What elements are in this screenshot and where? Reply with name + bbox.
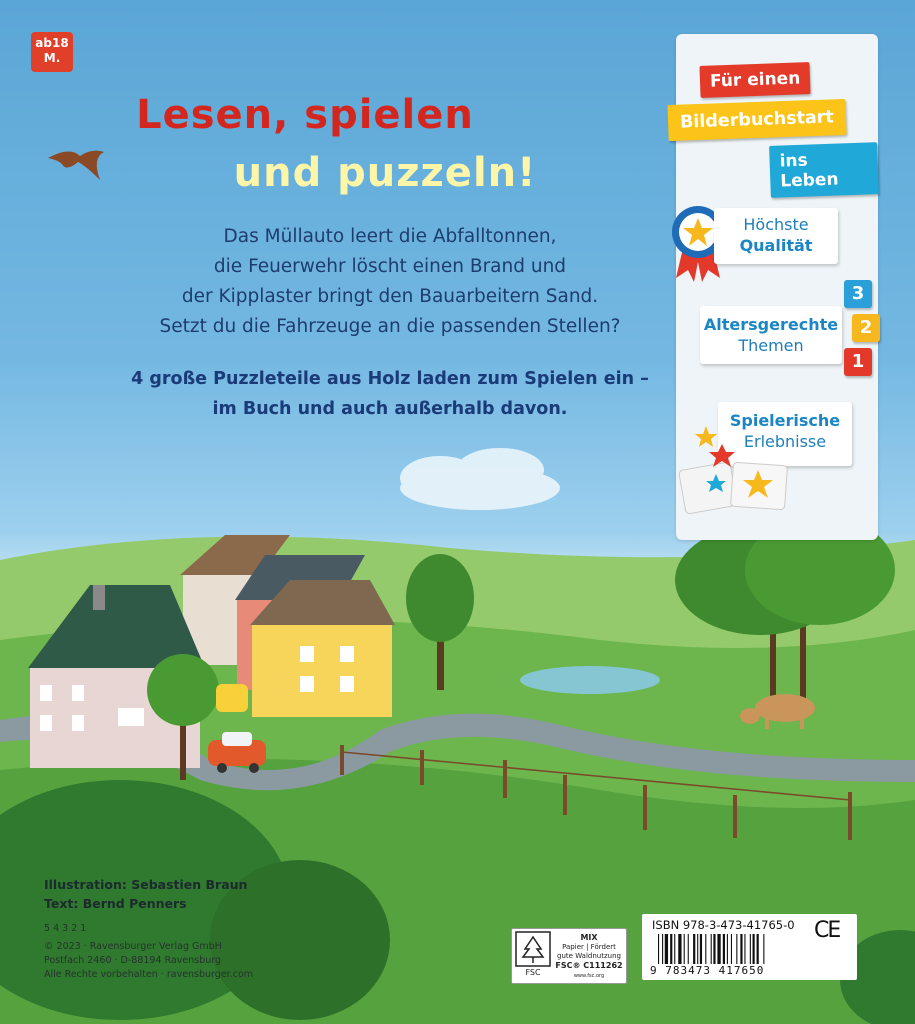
- barcode: [656, 934, 806, 968]
- isbn-label: ISBN 978-3-473-41765-0: [652, 918, 795, 932]
- puzzle-line: 4 große Puzzleteile aus Holz laden zum Spielen ein –: [131, 369, 649, 389]
- barcode-bar: [711, 934, 712, 964]
- fsc-label: [511, 928, 627, 984]
- ribbon-fuer-einen: Für einen: [699, 62, 810, 98]
- description-line: Das Müllauto leert die Abfalltonnen,: [223, 226, 557, 247]
- barcode-bar: [662, 934, 663, 964]
- barcode-bar: [717, 934, 720, 964]
- barcode-bar: [693, 934, 695, 964]
- barcode-bar: [684, 934, 685, 964]
- fsc-mix: [554, 933, 624, 981]
- isbn-digits: 9 783473 417650: [650, 964, 765, 977]
- barcode-bar: [705, 934, 706, 964]
- age-badge-line1: ab18: [35, 36, 69, 50]
- features-panel: [676, 34, 878, 540]
- barcode-bar: [713, 934, 715, 964]
- print-run: 5 4 3 2 1: [44, 923, 87, 934]
- barcode-bar: [731, 934, 732, 964]
- description-line: die Feuerwehr löscht einen Brand und: [213, 256, 567, 277]
- barcode-bar: [688, 934, 689, 964]
- description-text: [90, 222, 690, 342]
- credit-text: Text: Bernd Penners: [44, 896, 187, 911]
- isbn-box: [642, 914, 857, 980]
- feature-quality-line2: Qualität: [739, 236, 813, 255]
- feature-quality-line1: Höchste: [743, 215, 809, 234]
- barcode-bar: [744, 934, 745, 964]
- age-badge: [31, 32, 73, 72]
- barcode-bar: [678, 934, 681, 964]
- barcode-bar: [723, 934, 725, 964]
- barcode-bar: [757, 934, 759, 964]
- barcode-bar: [727, 934, 728, 964]
- fsc-code: FSC® C111262: [555, 961, 623, 970]
- barcode-bar: [697, 934, 698, 964]
- puzzle-line: im Buch und auch außerhalb davon.: [212, 399, 568, 419]
- barcode-bar: [700, 934, 702, 964]
- ce-mark: CE: [814, 918, 840, 943]
- feature-quality: [714, 208, 838, 264]
- feature-age-line1: Altersgerechte: [703, 315, 839, 334]
- number-block-2: 2: [852, 314, 880, 342]
- description-line: Setzt du die Fahrzeuge an die passenden Stellen?: [159, 316, 621, 337]
- address: Postfach 2460 · D-88194 Ravensburg: [44, 955, 221, 966]
- barcode-bar: [740, 934, 742, 964]
- ribbon-bilderbuchstart: Bilderbuchstart: [667, 99, 846, 141]
- headline-line2: und puzzeln!: [233, 150, 537, 196]
- description-line: der Kipplaster bringt den Bauarbeitern Sand.: [181, 286, 599, 307]
- fsc-mix-label: MIX: [580, 933, 598, 942]
- yellow-car: [216, 684, 248, 712]
- rights: Alle Rechte vorbehalten · ravensburger.com: [44, 969, 254, 980]
- number-block-1: 1: [844, 348, 872, 376]
- number-block-3: 3: [844, 280, 872, 308]
- barcode-bar: [763, 934, 764, 964]
- barcode-bar: [674, 934, 675, 964]
- puzzle-description: [90, 364, 690, 424]
- fsc-tree-icon: [515, 931, 551, 979]
- ribbon-ins-leben: ins Leben: [769, 142, 879, 198]
- feature-play-line1: Spielerische: [729, 411, 841, 430]
- fsc-paper-line2: gute Waldnutzung: [557, 952, 621, 960]
- barcode-bar: [665, 934, 668, 964]
- barcode-bar: [750, 934, 751, 964]
- barcode-bar: [670, 934, 672, 964]
- open-book-stars-icon: [676, 414, 796, 524]
- pond: [520, 666, 660, 694]
- headline-line1: Lesen, spielen: [136, 92, 474, 138]
- feature-age-themes: [700, 306, 842, 364]
- fsc-paper-line1: Papier | Fördert: [562, 943, 616, 951]
- feature-age-line2: Themen: [738, 336, 804, 355]
- credit-illustration: Illustration: Sebastien Braun: [44, 877, 248, 892]
- cloud: [400, 448, 560, 510]
- fsc-site: www.fsc.org: [573, 973, 605, 979]
- fsc-text: FSC: [525, 968, 541, 977]
- barcode-bar: [753, 934, 755, 964]
- feature-play-line2: Erlebnisse: [743, 432, 827, 451]
- barcode-bar: [658, 934, 659, 964]
- imprint: [44, 922, 253, 982]
- credits: [44, 875, 247, 913]
- barcode-bar: [736, 934, 737, 964]
- age-badge-line2: M.: [43, 51, 61, 65]
- copyright: © 2023 · Ravensburger Verlag GmbH: [44, 941, 222, 952]
